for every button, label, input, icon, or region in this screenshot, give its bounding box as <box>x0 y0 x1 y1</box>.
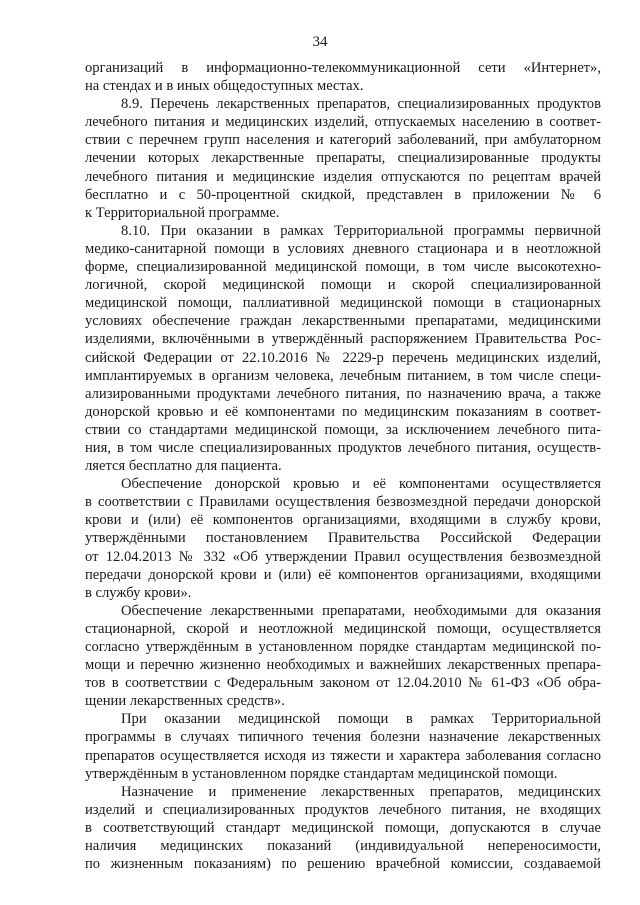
text-line: Назначение и применение лекарственных препаратов, медицинских <box>121 783 601 800</box>
text-line: логичной, скорой медицинской помощи и скорой специализированной <box>85 277 601 294</box>
paragraph <box>85 59 601 95</box>
text-line: изделиями, включёнными в утверждённый распоряжением Правительства Рос- <box>85 331 601 348</box>
text-line: крови и (или) её компонентов организациями, входящими в службу крови, <box>85 512 601 529</box>
text-line: передачи донорской крови и (или) её компонентов организациями, входящими <box>85 566 601 583</box>
text-line: бесплатно и с 50-процентной скидкой, представлен в приложении № 6 <box>85 186 601 203</box>
text-line: организаций в информационно-телекоммуникационной сети «Интернет», <box>85 60 601 76</box>
paragraph <box>85 95 601 222</box>
page-number: 34 <box>312 34 328 50</box>
paragraph <box>85 783 601 873</box>
paragraph-list <box>85 59 601 873</box>
text-line: имплантируемых в организм человека, лечебным питанием, в том числе специ- <box>85 367 601 384</box>
text-line: изделий и специализированных продуктов лечебного питания, не входящих <box>85 801 601 818</box>
text-line: программы в случаях типичного течения болезни назначение лекарственных <box>85 729 601 746</box>
text-line: 8.10. При оказании в рамках Территориальной программы первичной <box>121 222 601 239</box>
text-line: по жизненным показаниям) по решению врачебной комиссии, создаваемой <box>85 856 601 873</box>
text-line: донорской кровью и её компонентами по медицинским показаниям в соответ- <box>85 403 601 420</box>
text-line: к Территориальной программе. <box>85 204 280 221</box>
document-body <box>85 59 601 873</box>
text-line: тов в соответствии с Федеральным законом от 12.04.2010 № 61-ФЗ «Об обра- <box>85 675 601 692</box>
paragraph <box>85 710 601 782</box>
paragraph <box>85 475 601 602</box>
text-line: условиях обеспечение граждан лекарственными препаратами, медицинскими <box>85 313 601 330</box>
text-line: мощи и перечню жизненно необходимых и важнейших лекарственных препара- <box>85 657 601 674</box>
text-line: в службу крови». <box>85 584 192 601</box>
text-line: медико-санитарной помощи в условиях дневного стационара и в неотложной <box>85 240 601 257</box>
text-line: медицинской помощи, паллиативной медицинской помощи в стационарных <box>85 295 601 312</box>
text-line: в соответствующий стандарт медицинской помощи, допускаются в случае <box>85 819 601 836</box>
text-line: форме, специализированной медицинской помощи, в том числе высокотехно- <box>85 259 601 276</box>
text-line: Обеспечение лекарственными препаратами, необходимыми для оказания <box>121 602 601 619</box>
text-line: лечении которых лекарственные препараты, специализированные продукты <box>85 150 601 167</box>
text-line: лечебного питания и медицинские изделия отпускаются по рецептам врачей <box>85 168 601 185</box>
text-line: ния, в том числе специализированных продуктов лечебного питания, осуществ- <box>85 439 601 456</box>
text-line: ствии с перечнем групп населения и категорий заболеваний, при амбулаторном <box>85 132 601 149</box>
text-line: При оказании медицинской помощи в рамках Территориальной <box>121 711 601 728</box>
text-line: наличия медицинских показаний (индивидуальной непереносимости, <box>85 838 601 855</box>
text-line: ляется бесплатно для пациента. <box>85 458 282 475</box>
text-line: 8.9. Перечень лекарственных препаратов, специализированных продуктов <box>121 96 601 113</box>
text-line: ализированными продуктами лечебного питания, по назначению врача, а также <box>85 385 601 402</box>
text-line: щении лекарственных средств». <box>85 693 285 710</box>
text-line: стационарной, скорой и неотложной медицинской помощи, осуществляется <box>85 620 601 637</box>
text-line: на стендах и в иных общедоступных местах. <box>85 78 364 95</box>
text-line: согласно утверждённым в установленном порядке стандартам медицинской по- <box>85 639 601 655</box>
text-line: ствии со стандартами медицинской помощи, за исключением лечебного пита- <box>85 421 601 438</box>
text-line: от 12.04.2013 № 332 «Об утверждении Правил осуществления безвозмездной <box>85 548 601 565</box>
text-line: утверждёнными постановлением Правительства Российской Федерации <box>85 530 601 547</box>
paragraph <box>85 602 601 711</box>
text-line: утверждённым в установленном порядке стандартам медицинской помощи. <box>85 765 558 782</box>
text-line: сийской Федерации от 22.10.2016 № 2229-р перечень медицинских изделий, <box>85 349 601 366</box>
text-line: Обеспечение донорской кровью и её компонентами осуществляется <box>121 476 601 493</box>
text-line: лечебного питания и медицинских изделий, отпускаемых населению в соответ- <box>85 114 601 131</box>
text-line: препаратов осуществляется исходя из тяжести и характера заболевания согласно <box>85 747 601 764</box>
paragraph <box>85 222 601 475</box>
text-line: в соответствии с Правилами осуществления безвозмездной передачи донорской <box>85 494 601 511</box>
